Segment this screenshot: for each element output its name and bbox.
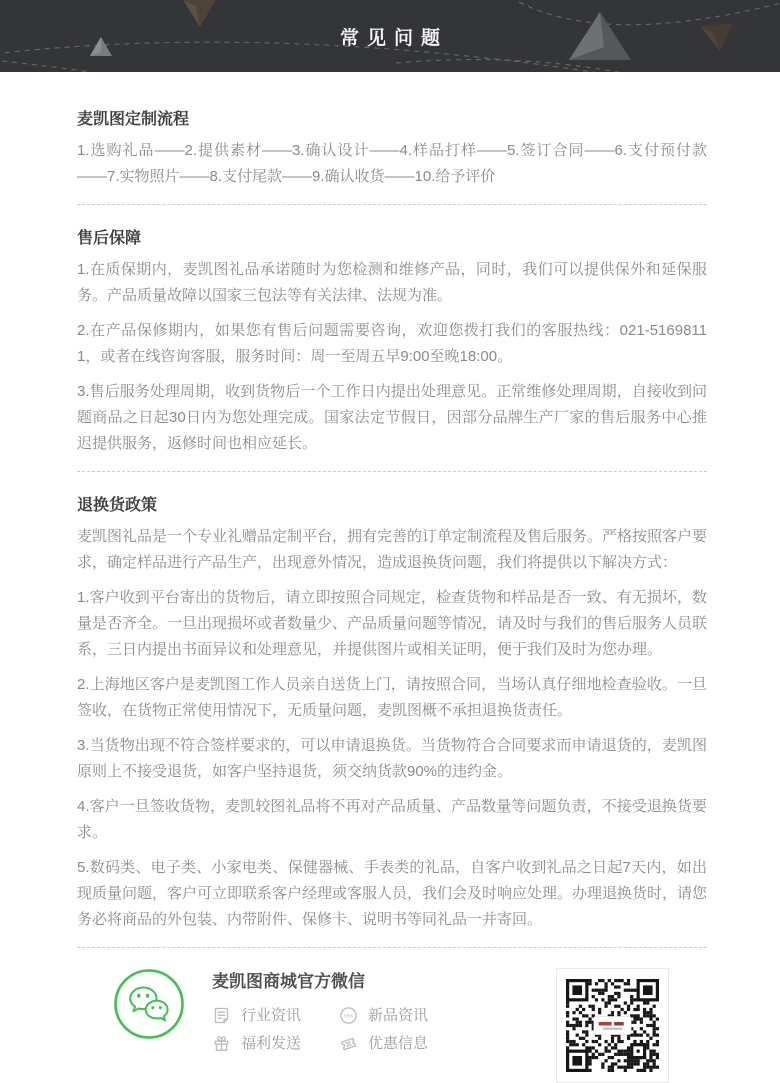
section-title-custom-process: 麦凯图定制流程 (77, 110, 707, 129)
wechat-footer (113, 968, 780, 1083)
wechat-qr-code (556, 968, 669, 1083)
feature-label: 优惠信息 (368, 1033, 428, 1054)
section-after-sales (77, 229, 707, 457)
section-custom-process (77, 110, 707, 190)
svg-text:new: new (344, 1013, 354, 1019)
section-title-after-sales: 售后保障 (77, 229, 707, 248)
dashed-divider (77, 204, 707, 205)
new-badge-icon (339, 1006, 358, 1025)
wechat-title: 麦凯图商城官方微信 (212, 972, 428, 992)
return-policy-item-4: 4.客户一旦签收货物，麦凯较图礼品将不再对产品质量、产品数量等问题负责，不接受退换货要求。 (77, 794, 707, 846)
news-doc-icon (212, 1006, 231, 1025)
return-policy-item-1: 1.客户收到平台寄出的货物后，请立即按照合同规定，检查货物和样品是否一致、有无损坏，数量是否齐全。一旦出现损坏或者数量少、产品质量问题等情况，请及时与我们的售后服务人员联系，三日内提出书面异议和处理意见，并提供图片或相关证明，便于我们及时为您办理。 (77, 585, 707, 663)
faq-content (0, 110, 780, 948)
feature-discounts (339, 1033, 428, 1054)
dashed-divider (77, 471, 707, 472)
feature-label: 新品资讯 (368, 1005, 428, 1026)
feature-benefits (212, 1033, 339, 1054)
qr-code-image (566, 979, 659, 1072)
return-policy-item-3: 3.当货物出现不符合签样要求的，可以申请退换货。当货物符合合同要求而申请退货的，麦凯图原则上不接受退货，如客户坚持退货，须交纳货款90%的违约金。 (77, 733, 707, 785)
page-header (0, 0, 780, 72)
section-title-return-policy: 退换货政策 (77, 496, 707, 515)
feature-label: 行业资讯 (241, 1005, 301, 1026)
feature-label: 福利发送 (241, 1033, 301, 1054)
after-sales-item-3: 3.售后服务处理周期，收到货物后一个工作日内提出处理意见。正常维修处理周期，自接收到问题商品之日起30日内为您处理完成。国家法定节假日，因部分品牌生产厂家的售后服务中心推迟提供服务，返修时间也相应延长。 (77, 379, 707, 457)
return-policy-item-2: 2.上海地区客户是麦凯图工作人员亲自送货上门，请按照合同，当场认真仔细地检查验收。一旦签收，在货物正常使用情况下，无质量问题，麦凯图概不承担退换货责任。 (77, 672, 707, 724)
wechat-feature-grid (212, 1005, 428, 1054)
after-sales-item-1: 1.在质保期内，麦凯图礼品承诺随时为您检测和维修产品，同时，我们可以提供保外和延保服务。产品质量故障以国家三包法等有关法律、法规为准。 (77, 257, 707, 309)
custom-process-steps: 1.选购礼品——2.提供素材——3.确认设计——4.样品打样——5.签订合同——6.支付预付款——7.实物照片——8.支付尾款——9.确认收货——10.给予评价 (77, 138, 707, 190)
feature-new-products (339, 1005, 428, 1026)
wechat-icon (113, 968, 185, 1040)
return-policy-intro: 麦凯图礼品是一个专业礼赠品定制平台，拥有完善的订单定制流程及售后服务。严格按照客户要求，确定样品进行产品生产，出现意外情况，造成退换货问题，我们将提供以下解决方式： (77, 524, 707, 576)
after-sales-item-2: 2.在产品保修期内，如果您有售后问题需要咨询，欢迎您拨打我们的客服热线：021-51698111，或者在线咨询客服，服务时间：周一至周五早9:00至晚18:00。 (77, 318, 707, 370)
return-policy-item-5: 5.数码类、电子类、小家电类、保健器械、手表类的礼品，自客户收到礼品之日起7天内，如出现质量问题，客户可立即联系客户经理或客服人员，我们会及时响应处理。办理退换货时，请您务必将商品的外包装、内带附件、保修卡、说明书等同礼品一并寄回。 (77, 855, 707, 933)
wechat-info (212, 968, 428, 1054)
dashed-divider (77, 947, 707, 948)
section-return-policy (77, 496, 707, 933)
gift-icon (212, 1034, 231, 1053)
feature-industry-news (212, 1005, 339, 1026)
page-title: 常见问题 (0, 0, 780, 72)
coupon-icon (339, 1034, 358, 1053)
